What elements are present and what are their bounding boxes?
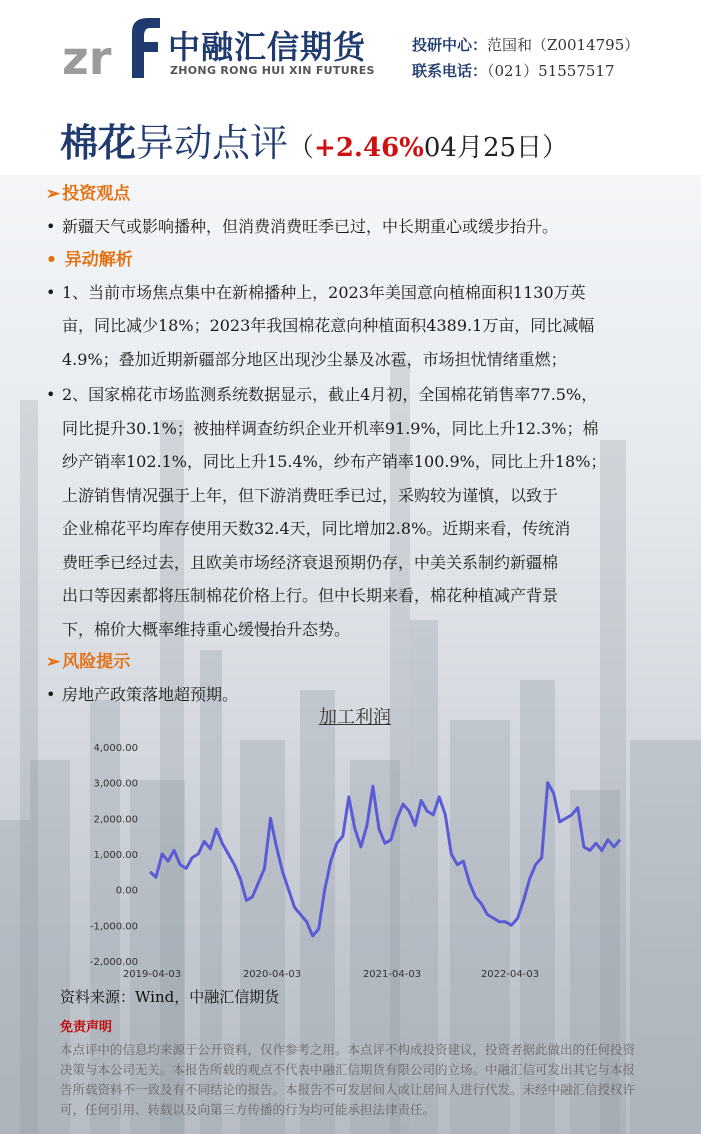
y-tick-label: 4,000.00 [93, 743, 138, 754]
text-line: 4.9%；叠加近期新疆部分地区出现沙尘暴及冰雹，市场担忧情绪重燃； [62, 349, 567, 369]
disclaimer-title: 免责声明 [60, 1020, 113, 1035]
chart-canvas [60, 703, 660, 988]
bullet-icon: • [46, 685, 56, 704]
text-line: 2、国家棉花市场监测系统数据显示，截止4月初，全国棉花销售率77.5%， [62, 385, 598, 404]
analysis-paragraph-2 [46, 378, 666, 646]
report-title [60, 112, 568, 167]
text-line: 出口等因素都将压制棉花价格上行。但中长期来看，棉花种植减产背景 [62, 586, 559, 605]
title-close-paren: ） [542, 133, 569, 163]
bullet-icon: • [46, 282, 56, 302]
text-line: 下，棉价大概率维持重心缓慢抬升态势。 [62, 619, 351, 639]
section-heading-risk: ➢ 风险提示 [46, 652, 131, 672]
title-open-paren: （ [288, 133, 315, 163]
contact-info [412, 32, 639, 84]
phone-value: （021）51557517 [487, 62, 615, 80]
phone-line [412, 58, 639, 84]
y-tick-label: 2,000.00 [93, 814, 138, 826]
data-source: 资料来源：Wind，中融汇信期货 [60, 988, 280, 1006]
text-line: 同比提升30.1%；被抽样调查纺织企业开机率91.9%，同比上升12.3%；棉 [62, 418, 599, 438]
processing-profit-chart [60, 703, 660, 988]
text-line: 企业棉花平均库存使用天数32.4天，同比增加2.8%。近期来看，传统消 [62, 519, 571, 538]
text-line: 1、当前市场焦点集中在新棉播种上，2023年美国意向植棉面积1130万英 [62, 282, 586, 302]
risk-paragraph: • 房地产政策落地超预期。 [46, 678, 666, 712]
analyst-label: 投研中心： [412, 36, 488, 54]
y-tick-label: 1,000.00 [93, 850, 138, 861]
disclaimer-text: 本点评中的信息均来源于公开资料，仅作参考之用。本点评不构成投资建议，投资者据此做出的任何投资决策与本公司无关。本报告所载的观点不代表中融汇信期货有限公司的立场。中融汇信可发出其它与本报告所载资料不一致及有不同结论的报告。本报告不可发居间人或让居间人进行代发。未经中融汇信授权许可，任何引用、转载以及向第三方传播的行为均可能承担法律责任。 [60, 1042, 636, 1117]
title-change: +2.46% [314, 133, 424, 163]
arrow-icon: ➢ [46, 652, 61, 672]
analyst-line [412, 32, 639, 58]
y-tick-label: -2,000.00 [89, 957, 138, 968]
x-tick-label: 2019-04-03 [122, 969, 182, 980]
bullet-icon: • [46, 249, 57, 270]
company-name-en: ZHONG RONG HUI XIN FUTURES [170, 64, 375, 77]
series-line [150, 783, 620, 936]
x-tick-label: 2020-04-03 [242, 969, 302, 980]
report-header [0, 0, 701, 110]
y-tick-label: -1,000.00 [89, 921, 138, 933]
analysis-paragraph-1 [46, 276, 666, 377]
chart-title: 加工利润 [319, 707, 391, 728]
y-tick-label: 3,000.00 [93, 778, 138, 790]
phone-label: 联系电话： [412, 62, 488, 80]
title-commodity: 棉花 [60, 121, 137, 165]
svg-text:zr: zr [62, 31, 112, 80]
title-date: 04月25日 [423, 133, 543, 163]
text-line: 上游销售情况强于上年，但下游消费旺季已过，采购较为谨慎，以致于 [62, 485, 559, 505]
text-line: 亩，同比减少18%；2023年我国棉花意向种植面积4389.1万亩，同比减幅 [62, 316, 595, 335]
company-name-cn: 中融汇信期货 [168, 28, 367, 66]
bullet-icon: • [46, 385, 56, 404]
report-body [46, 178, 666, 712]
x-tick-label: 2021-04-03 [362, 969, 422, 980]
section-heading-analysis: • 异动解析 [46, 249, 133, 270]
text-line: 纱产销率102.1%，同比上升15.4%，纱布产销率100.9%，同比上升18%； [62, 452, 607, 471]
view-paragraph: • 新疆天气或影响播种，但消费消费旺季已过，中长期重心或缓步抬升。 [46, 210, 666, 244]
analyst-value: 范国和（Z0014795） [487, 36, 640, 54]
x-tick-label: 2022-04-03 [480, 969, 540, 980]
bullet-icon: • [46, 217, 56, 236]
text-line: 费旺季已经过去，且欧美市场经济衰退预期仍存，中美关系制约新疆棉 [62, 552, 559, 572]
y-tick-label: 0.00 [115, 885, 138, 897]
title-topic: 异动点评 [136, 121, 289, 165]
company-logo-mark [62, 12, 162, 80]
arrow-icon: ➢ [46, 184, 61, 204]
section-heading-view: ➢ 投资观点 [46, 184, 131, 204]
